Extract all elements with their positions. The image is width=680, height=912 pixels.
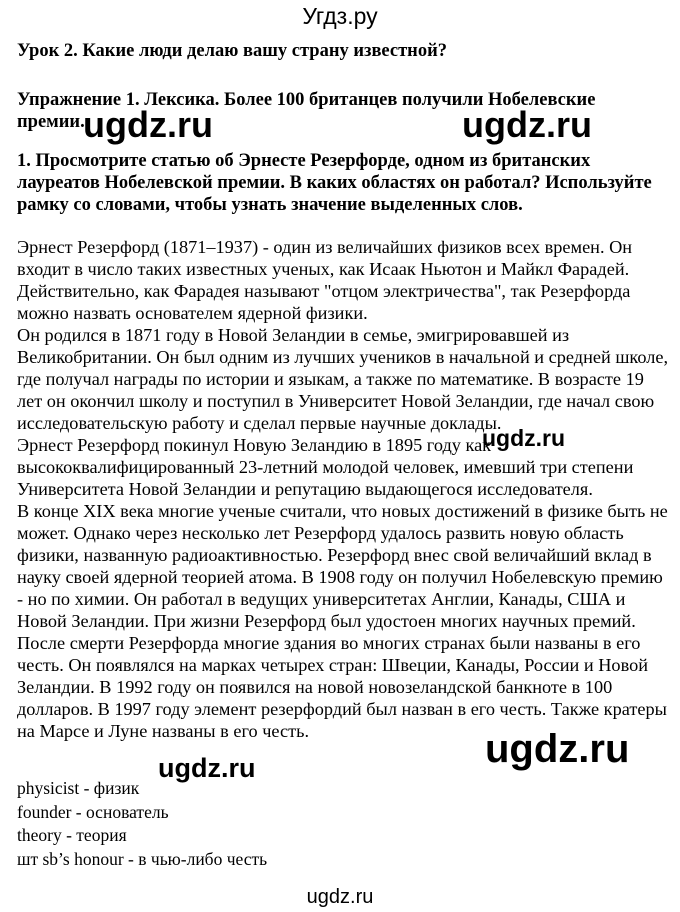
site-footer-link[interactable]: ugdz.ru — [306, 886, 374, 908]
lesson-title: Урок 2. Какие люди делаю вашу страну известной? — [17, 41, 447, 61]
watermark: ugdz.ru — [83, 104, 213, 145]
vocabulary-item: theory - теория — [17, 825, 127, 845]
vocabulary-item: physicist - физик — [17, 778, 140, 798]
article-body — [17, 236, 672, 742]
vocabulary-item: founder - основатель — [17, 801, 169, 822]
vocabulary-list — [17, 777, 267, 871]
watermark: ugdz.ru — [485, 727, 630, 771]
article-paragraph: После смерти Резерфорда многие здания во многих странах были названы в его честь. Он появлялся на марках четырех стран: Швеции, Канады, России и Новой Зеландии. В 1992 году он появился на новой новозеландской банкноте в 100 долларов. В 1997 году элемент резерфордий был назван в его честь. Также кратеры на Марсе и Луне названы в его честь. — [17, 633, 667, 741]
article-paragraph: Он родился в 1871 году в Новой Зеландии в семье, эмигрировавшей из Великобритании. Он был одним из лучших учеников в начальной и средней школе, где получал награды по истории и языкам, а также по математике. В возрасте 19 лет он окончил школу и поступил в Университет Новой Зеландии, где начал свою исследовательскую работу и сделал первые научные доклады. — [17, 325, 669, 433]
article-paragraph: Эрнест Резерфорд покинул Новую Зеландию в 1895 году как высококвалифицированный 23-летний молодой человек, имевший три степени Университета Новой Зеландии и репутацию выдающегося исследователя. — [17, 435, 634, 499]
vocabulary-item: шт sb’s honour - в чью-либо честь — [17, 848, 268, 869]
watermark: ugdz.ru — [482, 425, 566, 451]
watermark: ugdz.ru — [462, 104, 592, 145]
task-instructions: 1. Просмотрите статью об Эрнесте Резерфорде, одном из британских лауреатов Нобелевской премии. В каких областях он работал? Используйте рамку со словами, чтобы узнать значение выделенных слов. — [17, 151, 652, 215]
article-paragraph: В конце XIX века многие ученые считали, что новых достижений в физике быть не может. Однако через несколько лет Резерфорд удалось развить новую область физики, названную радиоактивностью. Резерфорд внес свой величайший вклад в науку своей ядерной теорией атома. В 1908 году он получил Нобелевскую премию - но по химии. Он работал в ведущих университетах Англии, Канады, США и Новой Зеландии. При жизни Резерфорд был удостоен многих научных премий. — [17, 501, 668, 631]
watermark: ugdz.ru — [158, 753, 256, 783]
article-paragraph: Эрнест Резерфорд (1871–1937) - один из величайших физиков всех времен. Он входит в число таких известных ученых, как Исаак Ньютон и Майкл Фарадей. Действительно, как Фарадея называют "отцом электричества", так Резерфорда можно назвать основателем ядерной физики. — [17, 237, 633, 323]
site-header-title: Угдз.ру — [302, 3, 378, 29]
exercise-title: Упражнение 1. Лексика. Более 100 британцев получили Нобелевские премии. — [17, 90, 596, 132]
